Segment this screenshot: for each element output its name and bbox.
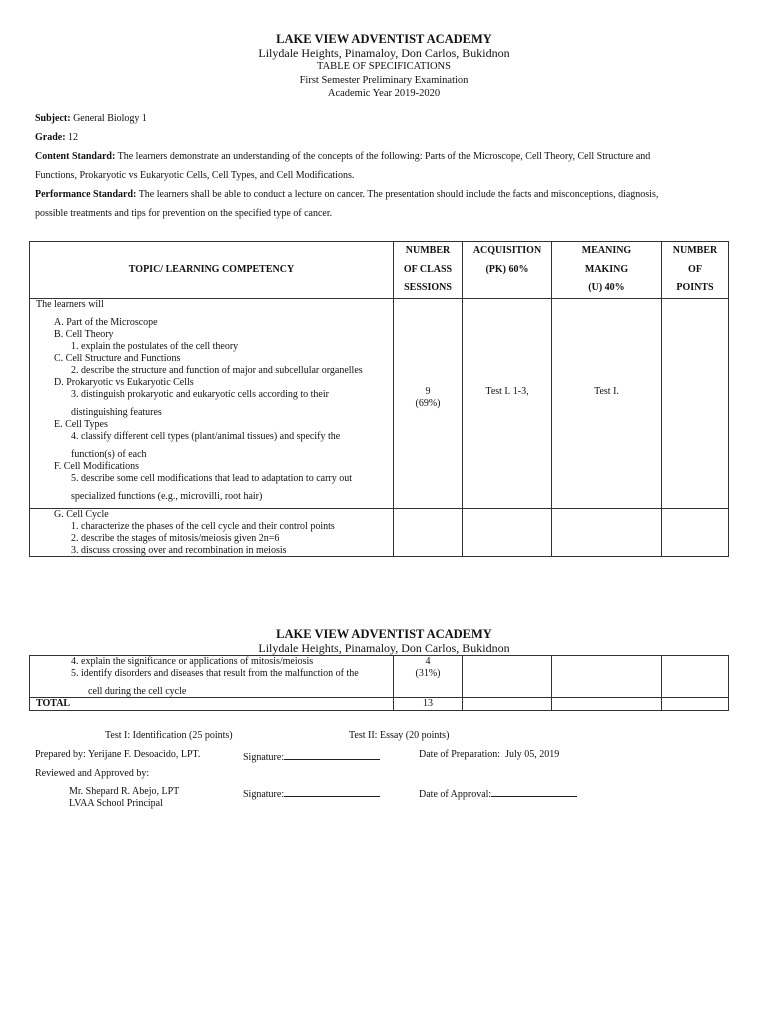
points-cell — [662, 656, 729, 698]
list-item: function(s) of each — [71, 448, 147, 460]
acquisition-cell — [463, 298, 552, 508]
list-item: C. Cell Structure and Functions — [54, 352, 181, 364]
sessions-header-l3: SESSIONS — [404, 282, 452, 293]
meaning-header-l3: (U) 40% — [588, 282, 625, 293]
sessions-percent: (69%) — [415, 397, 441, 409]
school-name: LAKE VIEW ADVENTIST ACADEMY — [276, 32, 492, 46]
table-row — [30, 508, 729, 556]
signature-blank — [284, 786, 380, 797]
content-standard-label: Content Standard: — [35, 151, 116, 162]
acquisition-cell — [463, 508, 552, 556]
acquisition-value: Test I. 1-3, — [485, 385, 529, 397]
sessions-header-l1: NUMBER — [405, 245, 451, 256]
list-item: 5. identify disorders and diseases that result from the malfunction of the — [71, 668, 359, 679]
total-row — [30, 698, 729, 711]
competency-cell — [30, 656, 394, 698]
sessions-cell — [394, 508, 463, 556]
meaning-value: Test I. — [594, 385, 619, 397]
signature-label: Signature: — [243, 789, 285, 800]
list-item: A. Part of the Microscope — [54, 316, 158, 328]
info-block — [35, 109, 735, 223]
date-preparation-label: Date of Preparation: — [419, 749, 501, 760]
content-standard-line2: Functions, Prokaryotic vs Eukaryotic Cells, Cell Types, and Cell Modifications. — [35, 170, 355, 181]
test2-description: Test II: Essay (20 points) — [349, 730, 450, 741]
acquisition-header-l1: ACQUISITION — [472, 245, 542, 256]
list-item: G. Cell Cycle — [54, 508, 109, 520]
grade-label: Grade: — [35, 132, 66, 143]
meaning-header-l1: MEANING — [581, 245, 632, 256]
acquisition-header-l2: (PK) 60% — [485, 263, 529, 275]
approver-name: Mr. Shepard R. Abejo, LPT — [69, 786, 180, 797]
meaning-header-l2: MAKING — [584, 263, 629, 275]
points-cell — [662, 698, 729, 711]
list-item: 4. classify different cell types (plant/animal tissues) and specify the — [71, 430, 341, 442]
points-header — [662, 242, 729, 299]
competency-cell — [30, 508, 394, 556]
grade-line — [35, 128, 735, 147]
content-standard-line1 — [35, 147, 735, 166]
list-item: 3. discuss crossing over and recombination in meiosis — [71, 544, 287, 556]
sessions-cell — [394, 656, 463, 698]
sessions-cell — [394, 298, 463, 508]
sessions-percent: (31%) — [415, 668, 441, 679]
sessions-header — [394, 242, 463, 299]
meaning-header — [552, 242, 662, 299]
table-row — [30, 656, 729, 698]
specification-table — [29, 241, 729, 557]
table-header-row — [30, 242, 729, 299]
date-approval-blank — [491, 786, 577, 797]
performance-standard-line1 — [35, 185, 735, 204]
points-header-l1: NUMBER — [672, 245, 718, 256]
list-item: 2. describe the structure and function of major and subcellular organelles — [71, 364, 363, 376]
points-cell — [662, 298, 729, 508]
acquisition-cell — [463, 656, 552, 698]
date-approval — [419, 786, 577, 800]
points-header-l3: POINTS — [676, 282, 714, 293]
list-item: D. Prokaryotic vs Eukaryotic Cells — [54, 376, 194, 388]
list-item: 2. describe the stages of mitosis/meiosis given 2n=6 — [71, 532, 280, 544]
total-label: TOTAL — [36, 698, 71, 709]
points-header-l2: OF — [688, 263, 702, 275]
exam-title: First Semester Preliminary Examination — [299, 75, 469, 86]
competency-intro: The learners will — [36, 298, 104, 310]
grade-value: 12 — [68, 132, 79, 143]
points-cell — [662, 508, 729, 556]
topic-header: TOPIC/ LEARNING COMPETENCY — [30, 242, 394, 299]
meaning-cell — [552, 698, 662, 711]
page2-school-name: LAKE VIEW ADVENTIST ACADEMY — [276, 627, 492, 641]
meaning-cell — [552, 508, 662, 556]
list-item: E. Cell Types — [54, 418, 108, 430]
list-item: 3. distinguish prokaryotic and eukaryotic cells according to their — [71, 388, 329, 400]
subject-label: Subject: — [35, 113, 71, 124]
total-sessions: 13 — [423, 698, 433, 709]
document-title: TABLE OF SPECIFICATIONS — [317, 61, 451, 72]
test1-description: Test I: Identification (25 points) — [105, 730, 233, 741]
sessions-value: 9 — [425, 385, 431, 397]
signature-line-2 — [243, 786, 380, 800]
reviewed-approved: Reviewed and Approved by: — [35, 768, 150, 779]
list-item: 1. explain the postulates of the cell theory — [71, 340, 239, 352]
list-item: specialized functions (e.g., microvilli, root hair) — [71, 490, 263, 502]
meaning-cell — [552, 656, 662, 698]
signature-line-1 — [243, 749, 380, 763]
sessions-header-l2: OF CLASS — [403, 263, 453, 275]
prepared-by: Prepared by: Yerijane F. Desoacido, LPT. — [35, 749, 201, 760]
specification-table-continued — [29, 655, 729, 711]
acquisition-cell — [463, 698, 552, 711]
list-item: B. Cell Theory — [54, 328, 114, 340]
content-standard-text1: The learners demonstrate an understanding of the concepts of the following: Parts of the Microscope, Cell Theory, Cell Structure and — [117, 151, 651, 162]
date-preparation — [419, 749, 559, 760]
sessions-value: 4 — [425, 656, 431, 667]
list-item: 4. explain the significance or applications of mitosis/meiosis — [71, 656, 314, 667]
signature-blank — [284, 749, 380, 760]
school-address: Lilydale Heights, Pinamaloy, Don Carlos, Bukidnon — [258, 46, 510, 60]
date-preparation-value: July 05, 2019 — [505, 749, 560, 760]
academic-year: Academic Year 2019-2020 — [327, 88, 441, 99]
total-sessions-cell — [394, 698, 463, 711]
performance-standard-text1: The learners shall be able to conduct a lecture on cancer. The presentation should include the facts and misconceptions, diagnosis, — [138, 189, 659, 200]
subject-value: General Biology 1 — [73, 113, 147, 124]
approver-title: LVAA School Principal — [69, 798, 163, 809]
subject-line — [35, 109, 735, 128]
meaning-cell — [552, 298, 662, 508]
performance-standard-label: Performance Standard: — [35, 189, 137, 200]
list-item: cell during the cell cycle — [88, 686, 187, 697]
list-item: distinguishing features — [71, 406, 162, 418]
performance-standard-line2: possible treatments and tips for prevention on the specified type of cancer. — [35, 208, 333, 219]
signature-label: Signature: — [243, 752, 285, 763]
competency-cell — [30, 298, 394, 508]
list-item: F. Cell Modifications — [54, 460, 140, 472]
date-approval-label: Date of Approval: — [419, 789, 492, 800]
list-item: 1. characterize the phases of the cell cycle and their control points — [71, 520, 335, 532]
table-row — [30, 298, 729, 508]
acquisition-header — [463, 242, 552, 299]
list-item: 5. describe some cell modifications that lead to adaptation to carry out — [71, 472, 353, 484]
total-label-cell — [30, 698, 394, 711]
page2-school-address: Lilydale Heights, Pinamaloy, Don Carlos, Bukidnon — [258, 641, 510, 655]
